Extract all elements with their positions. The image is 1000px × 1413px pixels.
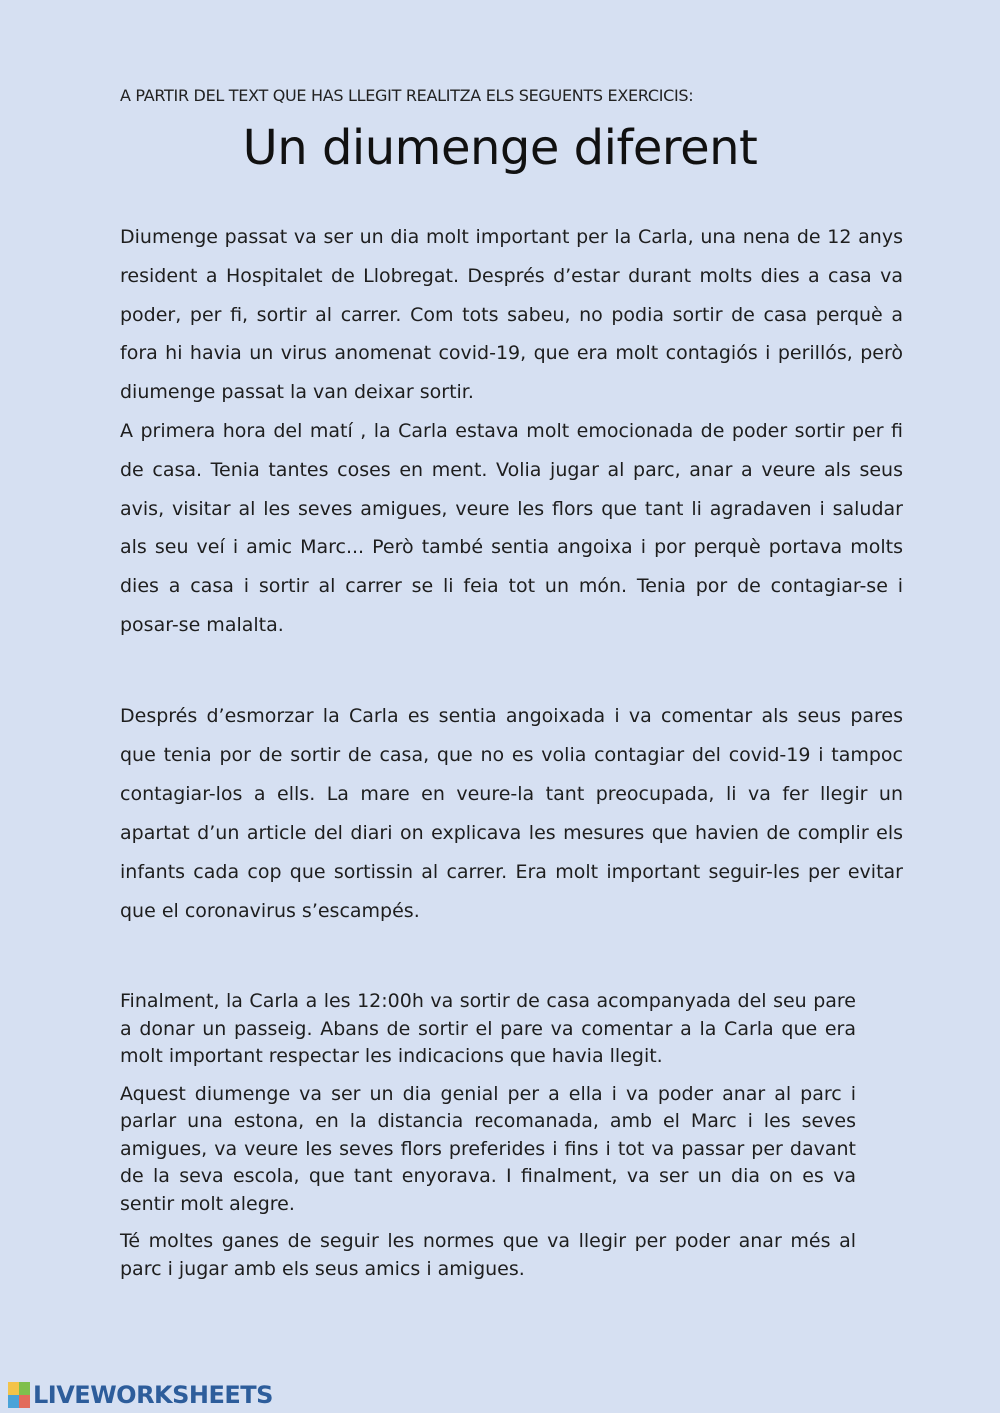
text-block-1 bbox=[120, 218, 903, 645]
instruction-text: A PARTIR DEL TEXT QUE HAS LLEGIT REALITZA ELS SEGUENTS EXERCICIS: bbox=[120, 86, 694, 105]
text-block-2 bbox=[120, 697, 903, 930]
paragraph-6: Té moltes ganes de seguir les normes que va llegir per poder anar més al parc i jugar amb els seus amics i amigues. bbox=[120, 1230, 856, 1280]
paragraph-4: Finalment, la Carla a les 12:00h va sortir de casa acompanyada del seu pare a donar un passeig. Abans de sortir el pare va comentar a la Carla que era molt important respectar les indicacions que havia llegit. bbox=[120, 990, 856, 1067]
paragraph-5: Aquest diumenge va ser un dia genial per a ella i va poder anar al parc i parlar una estona, en la distancia recomanada, amb el Marc i les seves amigues, va veure les seves flors preferides i fins i tot va passar per davant de la seva escola, que tant enyorava. I finalment, va ser un dia on es va sentir molt alegre. bbox=[120, 1082, 856, 1215]
liveworksheets-blocks-icon bbox=[8, 1382, 30, 1408]
paragraph-3: Després d’esmorzar la Carla es sentia angoixada i va comentar als seus pares que tenia por de sortir de casa, que no es volia contagiar del covid-19 i tampoc contagiar-los a ells. La mare en veure-la tant preocupada, li va fer llegir un apartat d’un article del diari on explicava les mesures que havien de complir els infants cada cop que sortissin al carrer. Era molt important seguir-les per evitar que el coronavirus s’escampés. bbox=[120, 705, 903, 922]
paragraph-2: A primera hora del matí , la Carla estava molt emocionada de poder sortir per fi de casa. Tenia tantes coses en ment. Volia jugar al parc, anar a veure als seus avis, visitar al les seves amigues, veure les flors que tant li agradaven i saludar als seu veí i amic Marc... Però també sentia angoixa i por perquè portava molts dies a casa i sortir al carrer se li feia tot un món. Tenia por de contagiar-se i posar-se malalta. bbox=[120, 419, 903, 636]
text-block-3 bbox=[120, 988, 856, 1283]
paragraph-1: Diumenge passat va ser un dia molt important per la Carla, una nena de 12 anys resident a Hospitalet de Llobregat. Després d’estar durant molts dies a casa va poder, per fi, sortir al carrer. Com tots sabeu, no podia sortir de casa perquè a fora hi havia un virus anomenat covid-19, que era molt contagiós i perillós, però diumenge passat la van deixar sortir. bbox=[120, 226, 903, 404]
page-title: Un diumenge diferent bbox=[242, 120, 758, 176]
logo-text: LIVEWORKSHEETS bbox=[33, 1381, 273, 1409]
liveworksheets-logo[interactable] bbox=[8, 1380, 273, 1410]
